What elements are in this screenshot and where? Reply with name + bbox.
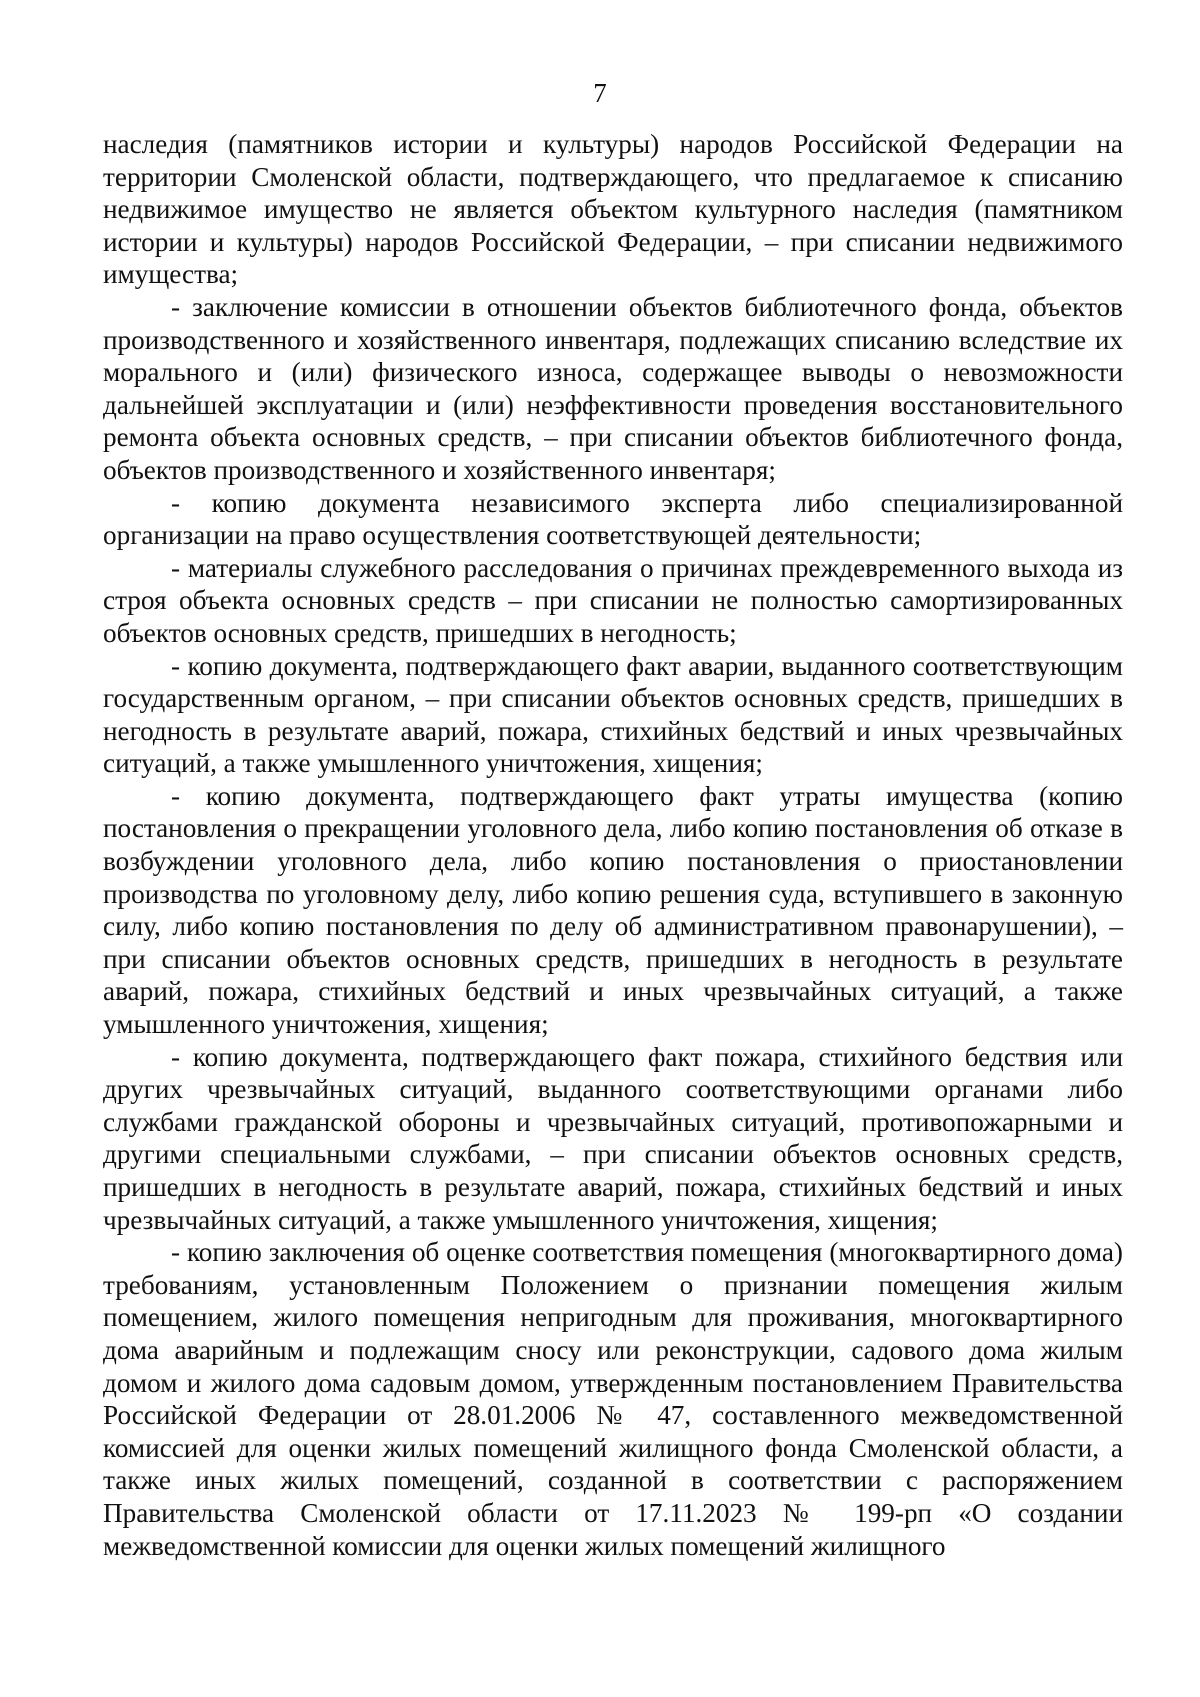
- paragraph-housing-assessment: - копию заключения об оценке соответствия помещения (многоквартирного дома) требованиям, установленным Положением о признании помещения жилым помещением, жилого помещения непригодным для проживания, многоквартирного дома аварийным и подлежащим сносу или реконструкции, садового дома жилым домом и жилого дома садовым домом, утвержденным постановлением Правительства Российской Федерации от 28.01.2006 № 47, составленного межведомственной комиссией для оценки жилых помещений жилищного фонда Смоленской области, а также иных жилых помещений, созданной в соответствии с распоряжением Правительства Смоленской области от 17.11.2023 № 199-рп «О создании межведомственной комиссии для оценки жилых помещений жилищного: [103, 1237, 1123, 1561]
- paragraph-property-loss-document: - копию документа, подтверждающего факт утраты имущества (копию постановления о прекращении уголовного дела, либо копию постановления об отказе в возбуждении уголовного дела, либо копию постановления о приостановлении производства по уголовному делу, либо копию решения суда, вступившего в законную силу, либо копию постановления по делу об административном правонарушении), – при списании объектов основных средств, пришедших в негодность в результате аварий, пожара, стихийных бедствий и иных чрезвычайных ситуаций, а также умышленного уничтожения, хищения;: [103, 780, 1123, 1040]
- paragraph-commission-conclusion: - заключение комиссии в отношении объектов библиотечного фонда, объектов производственного и хозяйственного инвентаря, подлежащих списанию вследствие их морального и (или) физического износа, содержащее выводы о невозможности дальнейшей эксплуатации и (или) неэффективности проведения восстановительного ремонта объекта основных средств, – при списании объектов библиотечного фонда, объектов производственного и хозяйственного инвентаря;: [103, 291, 1123, 485]
- page-number: 7: [593, 78, 607, 108]
- body-text: [103, 128, 1123, 1562]
- paragraph-accident-document: - копию документа, подтверждающего факт аварии, выданного соответствующим государственным органом, – при списании объектов основных средств, пришедших в негодность в результате аварий, пожара, стихийных бедствий и иных чрезвычайных ситуаций, а также умышленного уничтожения, хищения;: [103, 650, 1123, 779]
- paragraph-expert-document: - копию документа независимого эксперта либо специализированной организации на право осуществления соответствующей деятельности;: [103, 487, 1123, 551]
- paragraph-continuation: наследия (памятников истории и культуры) народов Российской Федерации на территории Смоленской области, подтверждающего, что предлагаемое к списанию недвижимое имущество не является объектом культурного наследия (памятником истории и культуры) народов Российской Федерации, – при списании недвижимого имущества;: [103, 129, 1123, 290]
- paragraph-investigation-materials: - материалы служебного расследования о причинах преждевременного выхода из строя объекта основных средств – при списании не полностью самортизированных объектов основных средств, пришедших в негодность;: [103, 552, 1123, 648]
- paragraph-fire-disaster-document: - копию документа, подтверждающего факт пожара, стихийного бедствия или других чрезвычайных ситуаций, выданного соответствующими органами либо службами гражданской обороны и чрезвычайных ситуаций, противопожарными и другими специальными службами, – при списании объектов основных средств, пришедших в негодность в результате аварий, пожара, стихийных бедствий и иных чрезвычайных ситуаций, а также умышленного уничтожения, хищения;: [103, 1041, 1123, 1235]
